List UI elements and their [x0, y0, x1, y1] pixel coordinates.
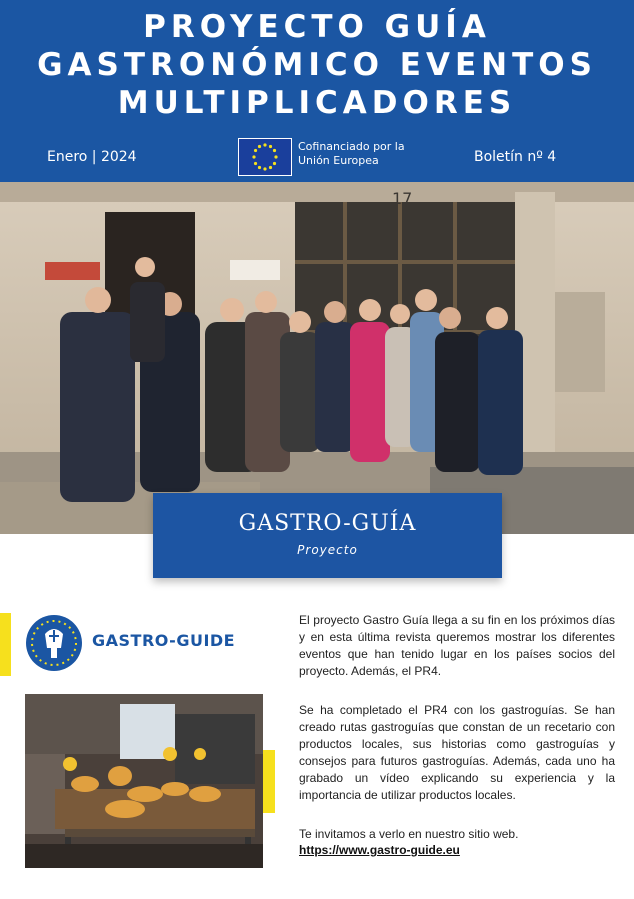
- invite-paragraph: Te invitamos a verlo en nuestro sitio web.: [299, 827, 519, 841]
- food-table-photo: [25, 694, 263, 868]
- accent-bar-left: [0, 613, 11, 676]
- eu-line-1: Cofinanciado por la: [298, 140, 405, 153]
- issue-date: Enero | 2024: [47, 149, 137, 165]
- issue-number: Boletín nº 4: [474, 149, 557, 165]
- intro-paragraph: El proyecto Gastro Guía llega a su fin en los próximos días y en esta última revista queremos mostrar los diferentes eventos que han tenido lugar en los países socios del proyecto. Además, el PR4.: [299, 613, 615, 678]
- logo-text: GASTRO-GUIDE: [92, 631, 236, 650]
- accent-bar-right: [263, 750, 275, 813]
- website-link[interactable]: https://www.gastro-guide.eu: [299, 843, 460, 857]
- eu-cofunding-text: [298, 140, 405, 168]
- eu-line-2: Unión Europea: [298, 154, 379, 167]
- food-table-illustration: [25, 694, 263, 868]
- group-photo: [0, 182, 634, 534]
- door-number: 17: [392, 189, 413, 208]
- title-line-3: MULTIPLICADORES: [117, 85, 517, 121]
- title-line-2: GASTRONÓMICO EVENTOS: [37, 47, 597, 83]
- banner-title: GASTRO-GUÍA: [238, 511, 417, 536]
- eu-flag-icon: [238, 138, 292, 176]
- gastro-guide-logo-icon: [25, 614, 83, 672]
- group-photo-illustration: [0, 182, 634, 534]
- title-line-1: PROYECTO GUÍA: [143, 9, 491, 45]
- page-title: [0, 8, 634, 122]
- project-banner: [153, 493, 502, 578]
- header: [0, 0, 634, 182]
- pr4-paragraph: Se ha completado el PR4 con los gastroguías. Se han creado rutas gastroguías que constan de un recetario con productos locales, sus historias como gastroguías y consejos para futuros gastroguías. Además, cada uno ha grabado un vídeo explicando su experiencia y la importancia de utilizar productos locales.: [299, 703, 615, 802]
- banner-subtitle: Proyecto: [297, 543, 358, 557]
